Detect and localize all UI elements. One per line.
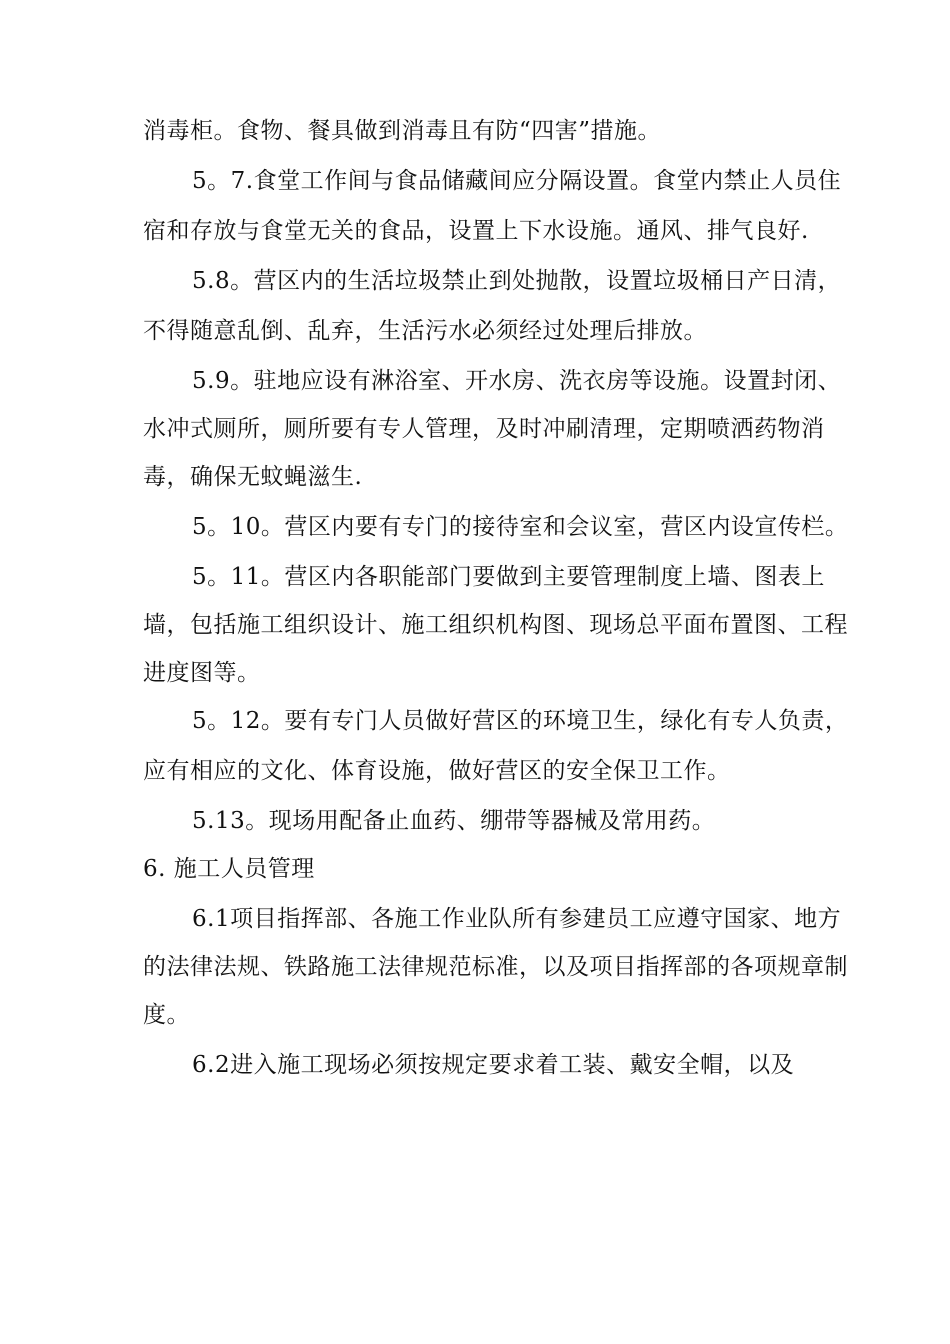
text-line: 6.2进入施工现场必须按规定要求着工装、戴安全帽，以及: [192, 1052, 795, 1078]
text-line: 5.9。驻地应设有淋浴室、开水房、洗衣房等设施。设置封闭、: [192, 368, 842, 394]
text-line: 消毒柜。食物、餐具做到消毒且有防“四害”措施。: [143, 118, 662, 144]
text-line: 宿和存放与食堂无关的食品，设置上下水设施。通风、排气良好.: [143, 218, 809, 244]
text-line: 毒，确保无蚊蝇滋生.: [143, 464, 363, 490]
text-line: 5。10。营区内要有专门的接待室和会议室，营区内设宣传栏。: [192, 514, 849, 540]
text-line: 度。: [143, 1002, 190, 1028]
section-heading: 6. 施工人员管理: [143, 856, 315, 882]
text-line: 5.13。现场用配备止血药、绷带等器械及常用药。: [192, 808, 716, 834]
text-line: 5。12。要有专门人员做好营区的环境卫生，绿化有专人负责，: [192, 708, 849, 734]
text-line: 墙，包括施工组织设计、施工组织机构图、现场总平面布置图、工程: [143, 612, 848, 638]
text-line: 不得随意乱倒、乱弃，生活污水必须经过处理后排放。: [143, 318, 707, 344]
text-line: 水冲式厕所，厕所要有专人管理，及时冲刷清理，定期喷洒药物消: [143, 416, 825, 442]
text-line: 5。7.食堂工作间与食品储藏间应分隔设置。食堂内禁止人员住: [192, 168, 842, 194]
text-line: 5。11。营区内各职能部门要做到主要管理制度上墙、图表上: [192, 564, 825, 590]
text-line: 6.1项目指挥部、各施工作业队所有参建员工应遵守国家、地方: [192, 906, 842, 932]
text-line: 进度图等。: [143, 660, 261, 686]
text-line: 5.8。营区内的生活垃圾禁止到处抛散，设置垃圾桶日产日清，: [192, 268, 842, 294]
text-line: 的法律法规、铁路施工法律规范标准，以及项目指挥部的各项规章制: [143, 954, 848, 980]
text-line: 应有相应的文化、体育设施，做好营区的安全保卫工作。: [143, 758, 731, 784]
